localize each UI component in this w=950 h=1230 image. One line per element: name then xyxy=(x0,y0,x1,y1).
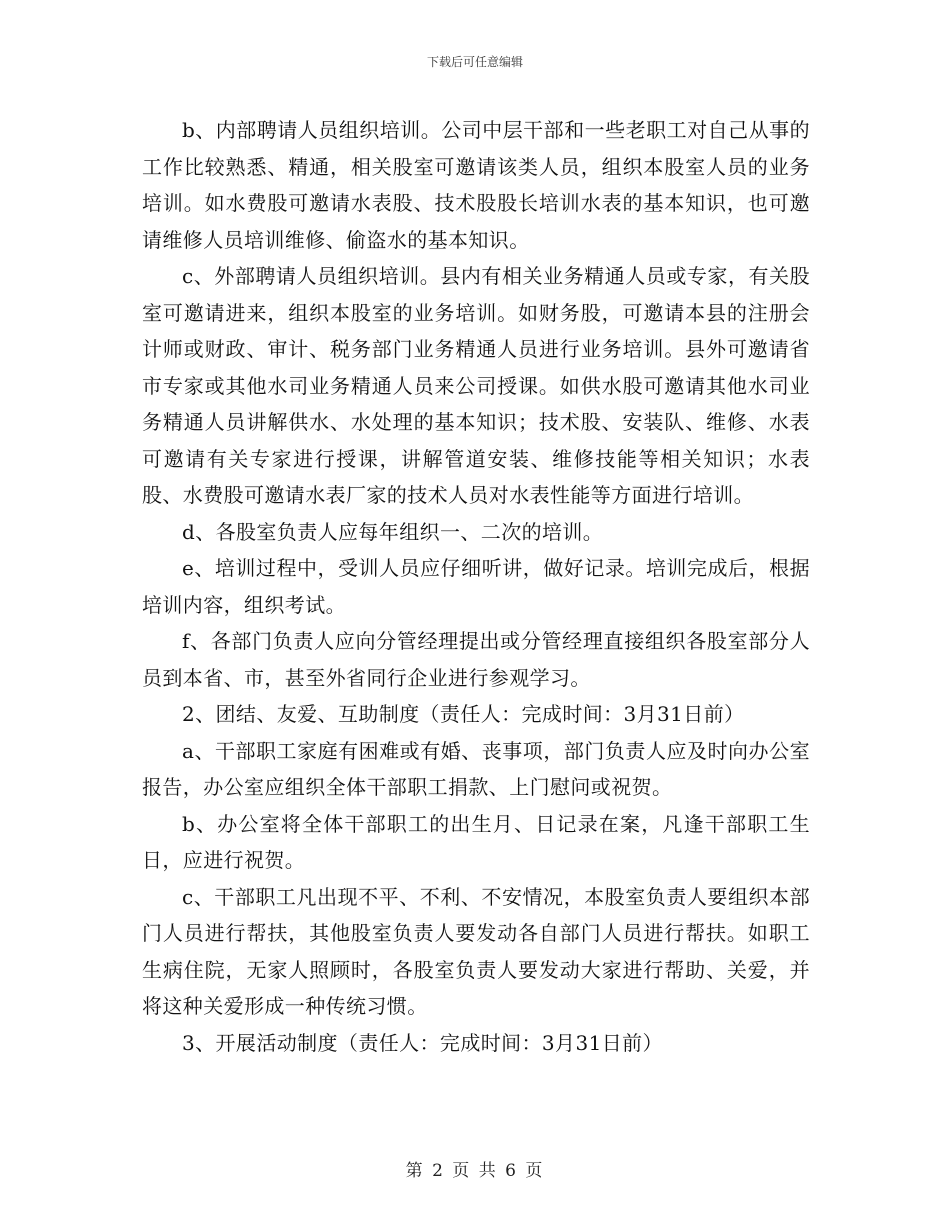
page-footer-number: 第 2 页 共 6 页 xyxy=(405,1161,545,1181)
paragraph-b-internal-training: b、内部聘请人员组织培训。公司中层干部和一些老职工对自己从事的工作比较熟悉、精通，相关股室可邀请该类人员，组织本股室人员的业务培训。如水费股可邀请水表股、技术股股长培训水表的基本知识，也可邀请维修人员培训维修、偷盗水的基本知识。 xyxy=(142,118,810,252)
section-heading-unity-system: 2、团结、友爱、互助制度（责任人：完成时间：3月31日前） xyxy=(182,702,745,726)
paragraph-e-training-records: e、培训过程中，受训人员应仔细听讲，做好记录。培训完成后，根据培训内容，组织考试。 xyxy=(142,556,810,617)
page-header-note: 下载后可任意编辑 xyxy=(426,55,523,69)
document-body xyxy=(142,112,810,1061)
paragraph-f-site-visits: f、各部门负责人应向分管经理提出或分管经理直接组织各股室部分人员到本省、市，甚至外省同行企业进行参观学习。 xyxy=(142,629,810,690)
paragraph-c-external-training: c、外部聘请人员组织培训。县内有相关业务精通人员或专家，有关股室可邀请进来，组织本股室的业务培训。如财务股，可邀请本县的注册会计师或财政、审计、税务部门业务精通人员进行业务培训。县外可邀请省市专家或其他水司业务精通人员来公司授课。如供水股可邀请其他水司业务精通人员讲解供水、水处理的基本知识；技术股、安装队、维修、水表可邀请有关专家进行授课，讲解管道安装、维修技能等相关知识；水表股、水费股可邀请水表厂家的技术人员对水表性能等方面进行培训。 xyxy=(142,264,810,507)
section-heading-activities-system: 3、开展活动制度（责任人：完成时间：3月31日前） xyxy=(182,1030,663,1055)
paragraph-a-family-support: a、干部职工家庭有困难或有婚、丧事项，部门负责人应及时向办公室报告，办公室应组织全体干部职工捐款、上门慰问或祝贺。 xyxy=(142,738,810,799)
paragraph-b-birthday-records: b、办公室将全体干部职工的出生月、日记录在案，凡逢干部职工生日，应进行祝贺。 xyxy=(142,811,810,872)
paragraph-c-assistance: c、干部职工凡出现不平、不利、不安情况，本股室负责人要组织本部门人员进行帮扶，其他股室负责人要发动各自部门人员进行帮扶。如职工生病住院，无家人照顾时，各股室负责人要发动大家进行帮助、关爱，并将这种关爱形成一种传统习惯。 xyxy=(142,884,810,1018)
paragraph-d-annual-training: d、各股室负责人应每年组织一、二次的培训。 xyxy=(182,519,604,544)
